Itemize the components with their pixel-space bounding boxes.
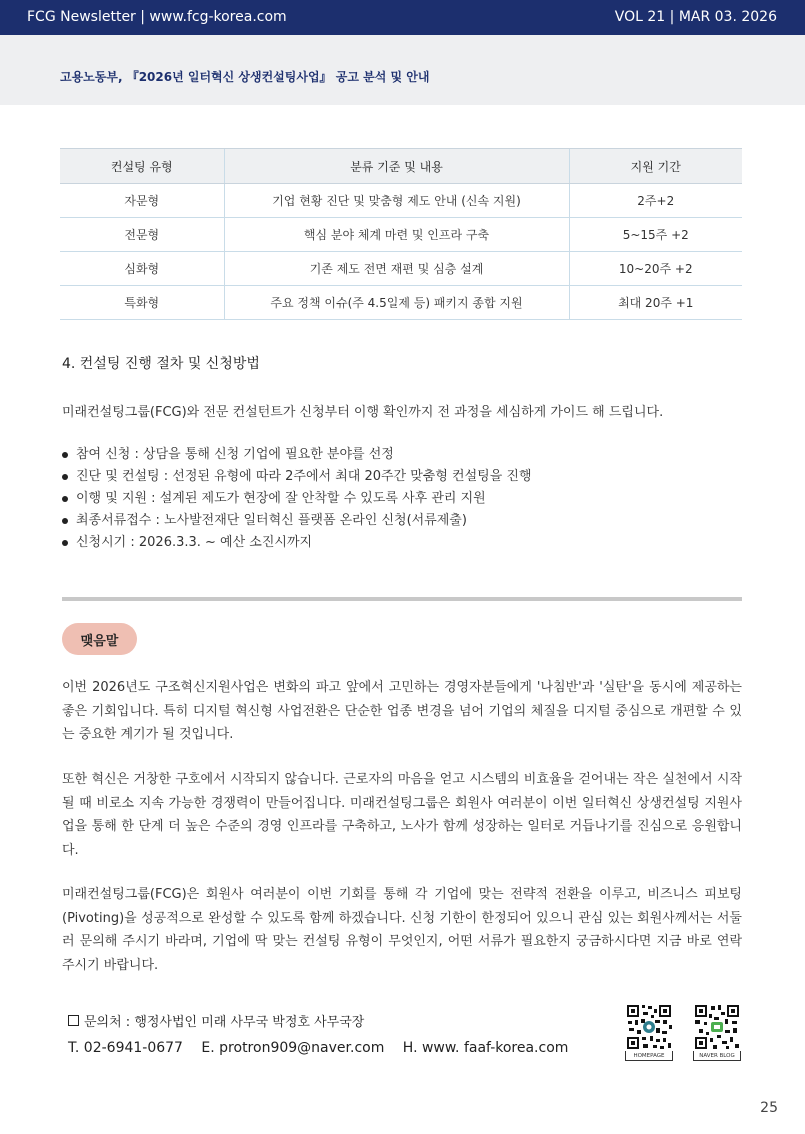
- bullet-icon: [62, 518, 68, 524]
- list-item-text: 참여 신청 : 상담을 통해 신청 기업에 필요한 분야를 선정: [76, 447, 394, 462]
- table-cell: 5~15주 +2: [569, 218, 742, 252]
- page-number: 25: [760, 1100, 778, 1116]
- section-divider: [62, 597, 742, 601]
- contact-email[interactable]: E. protron909@naver.com: [201, 1040, 385, 1056]
- consulting-type-table: [60, 148, 742, 320]
- contact-phone: T. 02-6941-0677: [68, 1040, 183, 1056]
- table-cell: 심화형: [60, 252, 224, 286]
- article-title: 고용노동부, 『2026년 일터혁신 상생컨설팅사업』 공고 분석 및 안내: [60, 70, 430, 84]
- closing-label-badge: 맺음말: [62, 623, 137, 655]
- section-intro: 미래컨설팅그룹(FCG)와 전문 컨설턴트가 신청부터 이행 확인까지 전 과정을 세심하게 가이드 해 드립니다.: [62, 405, 664, 420]
- table-header: 분류 기준 및 내용: [224, 149, 569, 184]
- table-row: [60, 218, 742, 252]
- contact-heading: [68, 1011, 364, 1030]
- section-heading: 4. 컨설팅 진행 절차 및 신청방법: [62, 356, 260, 372]
- table-cell: 2주+2: [569, 184, 742, 218]
- table-cell: 최대 20주 +1: [569, 286, 742, 320]
- top-bar: [0, 0, 805, 35]
- checkbox-square-icon: [68, 1015, 79, 1026]
- bullet-icon: [62, 540, 68, 546]
- table-row: [60, 184, 742, 218]
- contact-details: [68, 1040, 568, 1056]
- closing-paragraph: 또한 혁신은 거창한 구호에서 시작되지 않습니다. 근로자의 마음을 얻고 시스템의 비효율을 걷어내는 작은 실천에서 시작될 때 비로소 지속 가능한 경쟁력이 만들어집니다. 미래컨설팅그룹은 회원사 여러분이 이번 일터혁신 상생컨설팅 지원사업을 통해 한 단계 더 높은 수준의 경영 인프라를 구축하고, 노사가 함께 성장하는 일터로 거듭나기를 진심으로 응원합니다.: [62, 772, 742, 858]
- table-cell: 주요 정책 이슈(주 4.5일제 등) 패키지 종합 지원: [224, 286, 569, 320]
- table-cell: 10~20주 +2: [569, 252, 742, 286]
- closing-paragraph: 미래컨설팅그룹(FCG)은 회원사 여러분이 이번 기회를 통해 각 기업에 맞는 전략적 전환을 이루고, 비즈니스 피보팅(Pivoting)을 성공적으로 완성할 수 있도록 함께 하겠습니다. 신청 기한이 한정되어 있으니 관심 있는 회원사께서는 서둘러 문의해 주시기 바라며, 기업에 딱 맞는 컨설팅 유형이 무엇인지, 어떤 서류가 필요한지 궁금하시다면 지금 바로 연락 주시기 바랍니다.: [62, 887, 742, 973]
- table-cell: 특화형: [60, 286, 224, 320]
- newsletter-title: FCG Newsletter | www.fcg-korea.com: [27, 9, 287, 25]
- sub-header: [0, 35, 805, 105]
- list-item: [62, 510, 532, 532]
- contact-website[interactable]: H. www. faaf-korea.com: [402, 1040, 569, 1056]
- bullet-icon: [62, 496, 68, 502]
- table-row: [60, 286, 742, 320]
- list-item-text: 이행 및 지원 : 설계된 제도가 현장에 잘 안착할 수 있도록 사후 관리 지원: [76, 491, 486, 506]
- table-cell: 기존 제도 전면 재편 및 심층 설계: [224, 252, 569, 286]
- closing-paragraph: 이번 2026년도 구조혁신지원사업은 변화의 파고 앞에서 고민하는 경영자분들에게 '나침반'과 '실탄'을 동시에 제공하는 좋은 기회입니다. 특히 디지털 혁신형 사업전환은 단순한 업종 변경을 넘어 기업의 체질을 디지털 중심으로 개편할 수 있는 중요한 계기가 될 것입니다.: [62, 680, 742, 742]
- homepage-qr[interactable]: [625, 1003, 673, 1061]
- qr-code-icon: [625, 1003, 673, 1051]
- table-header-row: [60, 149, 742, 184]
- table-cell: 기업 현황 진단 및 맞춤형 제도 안내 (신속 지원): [224, 184, 569, 218]
- qr-caption: HOMEPAGE: [625, 1051, 673, 1061]
- list-item: [62, 466, 532, 488]
- bullet-icon: [62, 452, 68, 458]
- table-row: [60, 252, 742, 286]
- list-item-text: 진단 및 컨설팅 : 선정된 유형에 따라 2주에서 최대 20주간 맞춤형 컨설팅을 진행: [76, 469, 532, 484]
- issue-info: VOL 21 | MAR 03. 2026: [614, 9, 777, 25]
- table-header: 지원 기간: [569, 149, 742, 184]
- list-item: [62, 532, 532, 554]
- procedure-list: [62, 444, 532, 554]
- table-cell: 자문형: [60, 184, 224, 218]
- blog-qr[interactable]: [693, 1003, 741, 1061]
- table-cell: 핵심 분야 체계 마련 및 인프라 구축: [224, 218, 569, 252]
- table-header: 컨설팅 유형: [60, 149, 224, 184]
- table-cell: 전문형: [60, 218, 224, 252]
- list-item: [62, 444, 532, 466]
- contact-heading-text: 문의처 : 행정사법인 미래 사무국 박정호 사무국장: [84, 1015, 365, 1030]
- list-item: [62, 488, 532, 510]
- list-item-text: 최종서류접수 : 노사발전재단 일터혁신 플랫폼 온라인 신청(서류제출): [76, 513, 467, 528]
- qr-code-icon: [693, 1003, 741, 1051]
- list-item-text: 신청시기 : 2026.3.3. ~ 예산 소진시까지: [76, 535, 313, 550]
- qr-caption: NAVER BLOG: [693, 1051, 741, 1061]
- bullet-icon: [62, 474, 68, 480]
